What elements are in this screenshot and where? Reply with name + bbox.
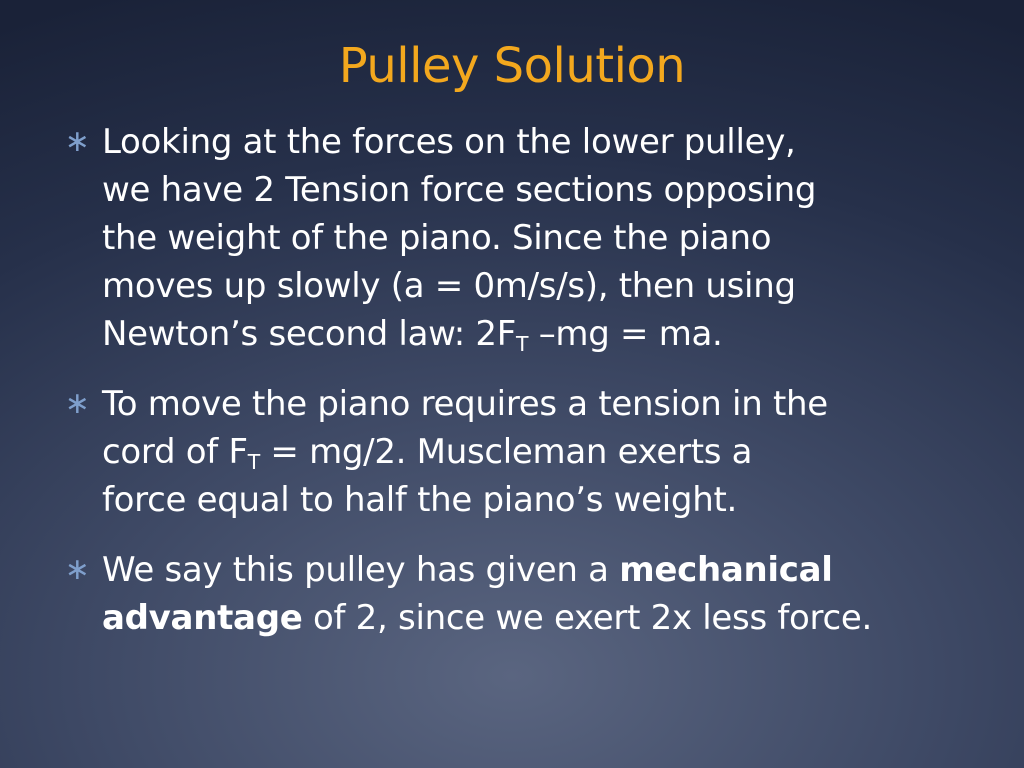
bullet-line-equation: [102, 310, 960, 358]
bullet-item-advantage: [60, 546, 960, 642]
subscript-t: T: [516, 332, 529, 356]
bullet-item-forces: [60, 118, 960, 358]
bold-term-mechanical: mechanical: [619, 550, 833, 590]
equation-text-rest: –mg = ma.: [528, 314, 723, 354]
asterisk-bullet-icon: ∗: [64, 552, 90, 587]
bullet-line: we have 2 Tension force sections opposing: [102, 170, 817, 210]
bullet-line: force equal to half the piano’s weight.: [102, 480, 737, 520]
bold-term-advantage: advantage: [102, 598, 303, 638]
plain-text: We say this pulley has given a: [102, 550, 620, 590]
equation-text-rest: = mg/2. Muscleman exerts a: [259, 432, 753, 472]
equation-text: Newton’s second law: 2F: [102, 314, 517, 354]
bullet-line: [102, 546, 960, 594]
bullet-line-equation: [102, 428, 960, 476]
equation-text: cord of F: [102, 432, 248, 472]
bullet-line: To move the piano requires a tension in the: [102, 384, 828, 424]
bullet-line: the weight of the piano. Since the piano: [102, 218, 772, 258]
bullet-list: [60, 118, 960, 664]
bullet-item-tension: [60, 380, 960, 524]
asterisk-bullet-icon: ∗: [64, 386, 90, 421]
bullet-line: moves up slowly (a = 0m/s/s), then using: [102, 266, 796, 306]
slide-title: Pulley Solution: [338, 38, 686, 94]
bullet-line: Looking at the forces on the lower pulley,: [102, 122, 796, 162]
bullet-line: [102, 594, 960, 642]
subscript-t: T: [247, 450, 260, 474]
asterisk-bullet-icon: ∗: [64, 124, 90, 159]
plain-text: of 2, since we exert 2x less force.: [302, 598, 873, 638]
